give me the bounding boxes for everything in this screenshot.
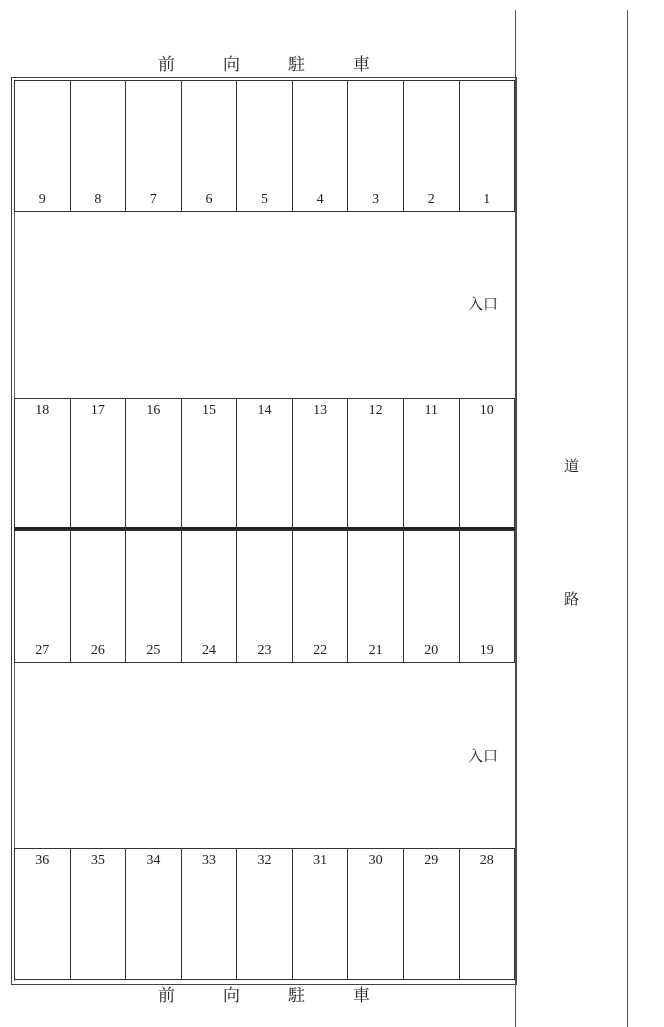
parking-stall: [348, 531, 404, 662]
parking-stall: [15, 531, 71, 662]
road-label-char: 路: [564, 592, 580, 608]
parking-stall: [237, 399, 293, 527]
parking-stall: [404, 849, 460, 979]
stall-number: 19: [479, 643, 494, 658]
stall-number: 31: [313, 853, 328, 868]
stall-number: 11: [424, 403, 438, 418]
parking-stall: [460, 399, 515, 527]
title-bottom: [158, 986, 370, 1006]
parking-stall: [293, 531, 349, 662]
stall-number: 1: [483, 192, 491, 207]
stall-number: 7: [149, 192, 157, 207]
parking-stall: [404, 399, 460, 527]
parking-stall: [460, 531, 515, 662]
parking-stall: [182, 531, 238, 662]
parking-stall: [71, 81, 127, 211]
stall-number: 36: [35, 853, 50, 868]
parking-stall: [293, 81, 349, 211]
parking-stall: [15, 81, 71, 211]
stall-number: 27: [35, 643, 50, 658]
parking-stall: [237, 849, 293, 979]
stall-number: 9: [38, 192, 46, 207]
parking-stall: [404, 531, 460, 662]
parking-stall: [182, 849, 238, 979]
stall-number: 4: [316, 192, 324, 207]
stall-number: 18: [35, 403, 50, 418]
stall-number: 26: [90, 643, 105, 658]
parking-stall: [348, 81, 404, 211]
stall-number: 35: [90, 853, 105, 868]
stall-row-19-27: [14, 530, 515, 663]
road-edge-left: [515, 10, 516, 1027]
parking-stall: [15, 849, 71, 979]
parking-stall: [126, 399, 182, 527]
stall-number: 10: [479, 403, 494, 418]
parking-stall: [71, 531, 127, 662]
entrance-label-lower: 入口: [468, 749, 499, 765]
stall-number: 23: [257, 643, 272, 658]
stall-number: 25: [146, 643, 161, 658]
stall-number: 8: [94, 192, 102, 207]
stall-number: 3: [372, 192, 380, 207]
stall-number: 28: [479, 853, 494, 868]
title-char: 駐: [288, 986, 305, 1005]
stall-number: 33: [201, 853, 216, 868]
title-char: 車: [353, 55, 370, 74]
stall-number: 32: [257, 853, 272, 868]
stall-number: 13: [313, 403, 328, 418]
stall-number: 6: [205, 192, 213, 207]
road-edge-right: [627, 10, 628, 1027]
stall-row-10-18: [14, 398, 515, 530]
parking-stall: [404, 81, 460, 211]
stall-number: 16: [146, 403, 161, 418]
parking-stall: [71, 399, 127, 527]
stall-row-28-36: [14, 848, 515, 980]
parking-stall: [293, 399, 349, 527]
parking-stall: [293, 849, 349, 979]
stall-number: 2: [427, 192, 435, 207]
parking-stall: [460, 81, 515, 211]
parking-stall: [348, 399, 404, 527]
parking-stall: [126, 81, 182, 211]
stall-number: 17: [90, 403, 105, 418]
stall-number: 20: [424, 643, 439, 658]
stall-row-1-9: [14, 80, 515, 212]
title-char: 前: [158, 55, 175, 74]
parking-stall: [71, 849, 127, 979]
title-char: 向: [223, 55, 240, 74]
title-top: [158, 55, 370, 75]
stall-number: 22: [313, 643, 328, 658]
parking-stall: [182, 81, 238, 211]
stall-number: 12: [368, 403, 383, 418]
stall-number: 14: [257, 403, 272, 418]
title-char: 駐: [288, 55, 305, 74]
road-label-char: 道: [564, 459, 580, 475]
parking-stall: [126, 531, 182, 662]
parking-stall: [348, 849, 404, 979]
stall-number: 30: [368, 853, 383, 868]
stall-number: 5: [261, 192, 269, 207]
parking-stall: [237, 531, 293, 662]
title-char: 向: [223, 986, 240, 1005]
parking-stall: [126, 849, 182, 979]
entrance-label-upper: 入口: [468, 297, 499, 313]
stall-number: 24: [201, 643, 216, 658]
title-char: 前: [158, 986, 175, 1005]
parking-stall: [460, 849, 515, 979]
stall-number: 34: [146, 853, 161, 868]
stall-number: 29: [424, 853, 439, 868]
parking-stall: [182, 399, 238, 527]
stall-number: 21: [368, 643, 383, 658]
stall-number: 15: [201, 403, 216, 418]
title-char: 車: [353, 986, 370, 1005]
parking-stall: [15, 399, 71, 527]
parking-stall: [237, 81, 293, 211]
